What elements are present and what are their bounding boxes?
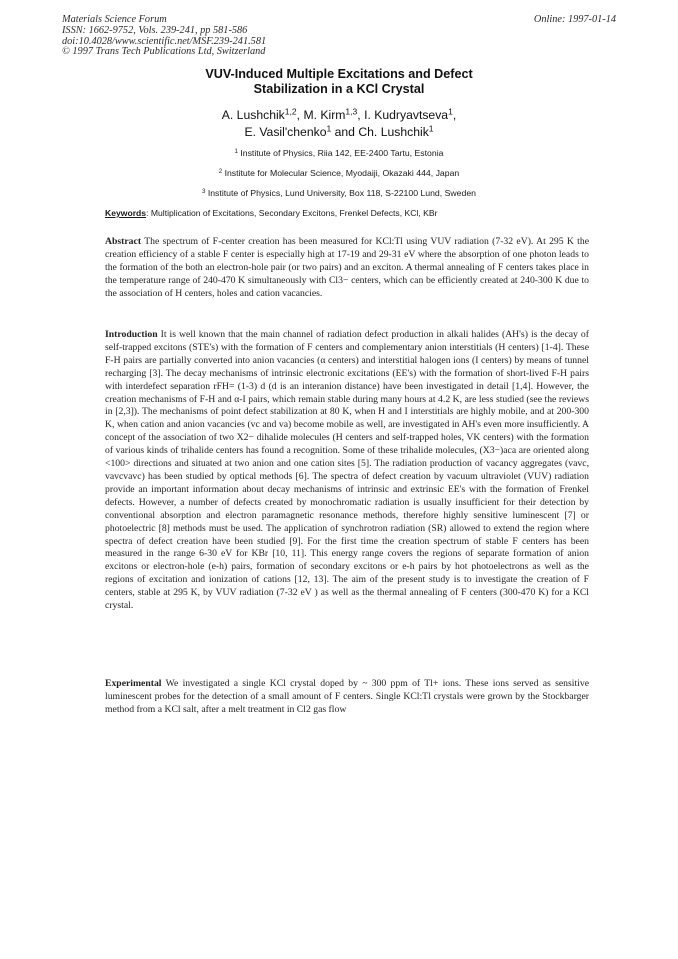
author-name: E. Vasil'chenko bbox=[244, 124, 327, 139]
author-name: Ch. Lushchik bbox=[358, 124, 429, 139]
copyright-line: © 1997 Trans Tech Publications Ltd, Switzerland bbox=[62, 46, 266, 58]
author-affiliation-mark: 1 bbox=[326, 123, 332, 134]
author-line-2: E. Vasil'chenko$^1$ and Ch. Lushchik$^1$ bbox=[244, 123, 434, 139]
experimental-text: We investigated a single KCl crystal doped by ~ 300 ppm of Tl+ ions. These ions served as sensitive luminescent probes for the detection of a small amount of F centers. Single KCl:Tl crystals were grown by the Stockbarger method from a KCl salt, after a melt treatment in Cl2 gas flow bbox=[105, 678, 589, 715]
journal-header bbox=[62, 15, 616, 58]
introduction-paragraph bbox=[105, 329, 589, 613]
paper-title bbox=[0, 67, 678, 97]
author-affiliation-mark: 1,3 bbox=[345, 106, 358, 117]
abstract-paragraph bbox=[105, 236, 589, 301]
introduction-heading: Introduction bbox=[105, 329, 158, 340]
author-name: M. Kirm bbox=[303, 108, 346, 122]
author-affiliation-mark: 1 bbox=[428, 123, 434, 134]
abstract-heading: Abstract bbox=[105, 236, 142, 247]
affiliation-item: $^2$ Institute for Molecular Science, Myodaiji, Okazaki 444, Japan bbox=[218, 167, 460, 178]
author-affiliation-mark: 1,2 bbox=[284, 106, 297, 117]
title-line-2: Stabilization in a KCl Crystal bbox=[253, 82, 425, 96]
author-name: I. Kudryavtseva bbox=[364, 108, 449, 122]
journal-name: Materials Science Forum bbox=[62, 14, 167, 25]
author-name: A. Lushchik bbox=[221, 108, 285, 122]
experimental-paragraph bbox=[105, 678, 589, 717]
keywords-label: Keywords bbox=[105, 208, 147, 218]
issn-line: ISSN: 1662-9752, Vols. 239-241, pp 581-586 bbox=[62, 24, 248, 36]
online-date: Online: 1997-01-14 bbox=[533, 14, 616, 25]
author-affiliation-mark: 1 bbox=[448, 106, 453, 117]
introduction-text: It is well known that the main channel of radiation defect production in alkali halides (AH's) is the decay of self-trapped excitons (STE's) with the formation of F centers and complementary anion interstitials (H centers) [1-4]. These F-H pairs are partially converted into anion vacancies (α centers) and interstitial halogen ions (I centers) by means of tunnel recharging [3]. The decay mechanisms of intrinsic electronic excitations (EE's) with the formation of short-lived F-H pairs with interdefect separation rFH= (1-3) d (d is an interanion distance) have been investigated in detail [1,4]. However, the creation mechanisms of F-H and α-I pairs, which remain stable during many hours at 4.2 K, are less studied (see the reviews in [2,3]). The mechanisms of point defect stabilization at 80 K, when H and I interstitials are highly mobile, and at 200-300 K, when cation and anion vacancies (vc and va) become mobile as well, are investigated in AH's even more insufficiently. A concept of the association of two X2− dihalide molecules (H centers and self-trapped holes, VK centers) with the formation of various kinds of trihalide centers has found a recognition. Some of these trihalide molecules, (X3−)aca are oriented along <100> directions and situated at two anion and one cation sites [5]. The radiation production of vacancy aggregates (vavc, vavcvavc) has been studied by optical methods [6]. The spectra of defect creation by vacuum ultraviolet (VUV) radiation provide an important information about decay mechanisms of intrinsic and extrinsic EE's with the formation of Frenkel defects. However, a number of defects created by monochromatic radiation is usually insufficient for their detection by conventional absorption and electron paramagnetic resonance methods, therefore highly sensitive luminescent [7] or photoelectric [8] methods must be used. The application of synchrotron radiation (SR) allowed to extend the region where spectra of defect creation have been studied [9]. For the first time the creation spectrum of stable F centers has been measured in the range 6-30 eV for KBr [10, 11]. This energy range covers the regions of separate formation of anion excitons or electron-hole (e-h) pairs, formation of secondary excitons or e-h pairs by hot photoelectrons as well as the regions of excitation and ionization of cations [12, 13]. The aim of the present study is to investigate the creation of F centers, stable at 295 K, by VUV radiation (7-32 eV ) as well as the thermal annealing of F centers (300-470 K) for a KCl crystal. bbox=[105, 329, 589, 612]
title-line-1: VUV-Induced Multiple Excitations and Defect bbox=[205, 67, 473, 81]
author-list bbox=[0, 107, 678, 140]
doi-line: doi:10.4028/www.scientific.net/MSF.239-241.581 bbox=[62, 35, 267, 47]
abstract-text: The spectrum of F-center creation has been measured for KCl:Tl using VUV radiation (7-32 eV). At 295 K the creation efficiency of a stable F center is especially high at 17-19 and 29-31 eV where the absorption of one photon leads to the formation of the both an electron-hole pair (or two pairs) and an exciton. A thermal annealing of F centers takes place in the temperature range of 240-470 K simultaneously with Cl3− centers, which can be efficiently created at 240-300 K due to the association of H centers, holes and cation vacancies. bbox=[105, 236, 590, 299]
affiliation-item: $^1$ Institute of Physics, Riia 142, EE-2400 Tartu, Estonia bbox=[234, 147, 444, 158]
keywords-line: Keywords: Multiplication of Excitations, Secondary Excitons, Frenkel Defects, KCl, KBr bbox=[105, 208, 438, 218]
keywords-text: Multiplication of Excitations, Secondary Excitons, Frenkel Defects, KCl, KBr bbox=[150, 208, 438, 218]
affiliation-list bbox=[0, 143, 678, 203]
experimental-heading: Experimental bbox=[105, 678, 162, 689]
author-line-1: A. Lushchik$^{1,2}$, M. Kirm$^{1,3}$, I. Kudryavtseva$^1$, bbox=[221, 106, 457, 122]
affiliation-item: $^3$ Institute of Physics, Lund University, Box 118, S-22100 Lund, Sweden bbox=[202, 187, 476, 198]
